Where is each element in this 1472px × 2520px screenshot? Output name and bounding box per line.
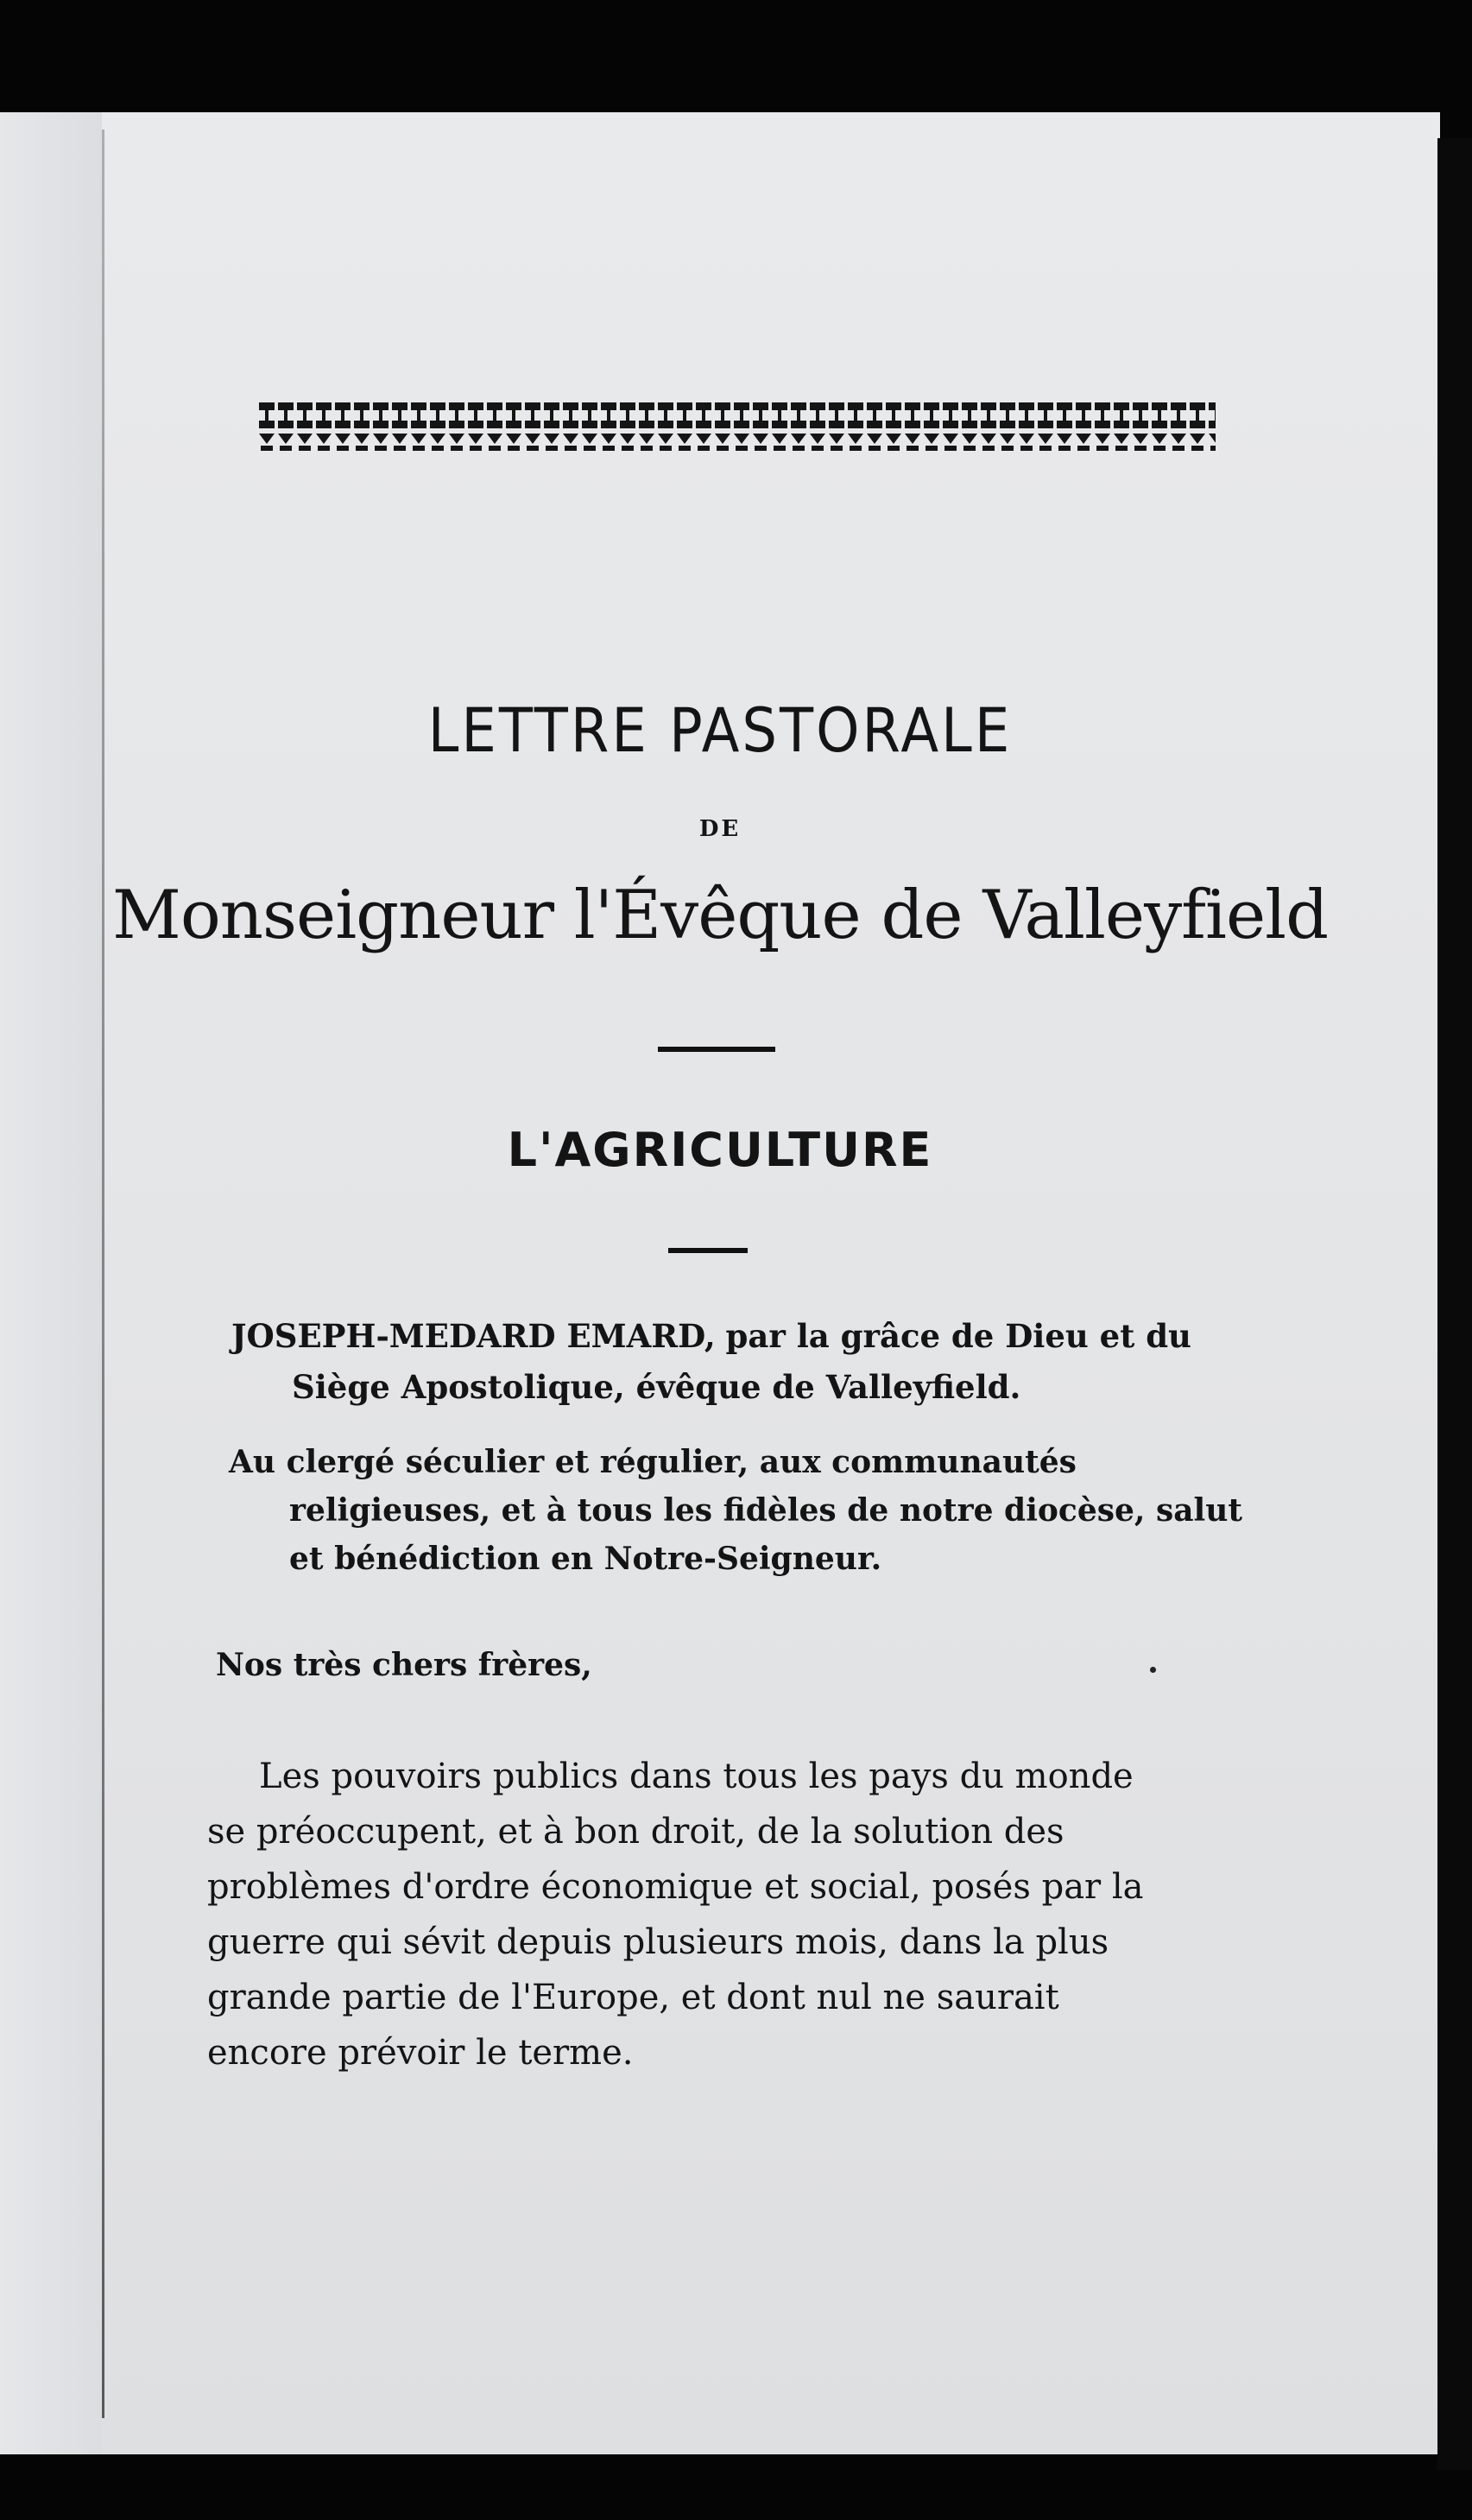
body-paragraph-1: Les pouvoirs publics dans tous les pays du monde se préoccupent, et à bon droit, de la solution des problèmes d'ordre économique et social, posés par la guerre qui sévit depuis plusieurs mois, dans la plus grande partie de l'Europe, et dont nul ne saurait encore prévoir le terme. bbox=[207, 1757, 1144, 2073]
greeting: Nos très chers frères, bbox=[216, 1647, 592, 1683]
rule-divider-top bbox=[658, 1047, 775, 1052]
author-name: JOSEPH-MEDARD EMARD, bbox=[231, 1317, 716, 1355]
salutation-address: Au clergé séculier et régulier, aux communautés religieuses, et à tous les fidèles de notre diocèse, salut et bénédiction en Notre-Seigneur. bbox=[229, 1444, 1243, 1577]
subject-heading: L'AGRICULTURE bbox=[507, 1123, 933, 1177]
left-margin-strip bbox=[0, 112, 102, 2454]
header-line-2: DE bbox=[698, 816, 742, 842]
decorative-border-ornament bbox=[257, 396, 1216, 465]
rule-divider-bottom bbox=[668, 1248, 748, 1253]
fold-line bbox=[102, 130, 104, 2418]
ink-speck bbox=[1150, 1667, 1156, 1673]
header-line-1: LETTRE PASTORALE bbox=[427, 696, 1013, 767]
author-title: par la grâce de Dieu et du Siège Apostolique, évêque de Valleyfield. bbox=[292, 1317, 1191, 1406]
right-edge-shadow bbox=[1437, 138, 1472, 2470]
salutation-author bbox=[231, 1311, 1257, 1413]
header-line-3: Monseigneur l'Évêque de Valleyfield bbox=[111, 877, 1329, 954]
